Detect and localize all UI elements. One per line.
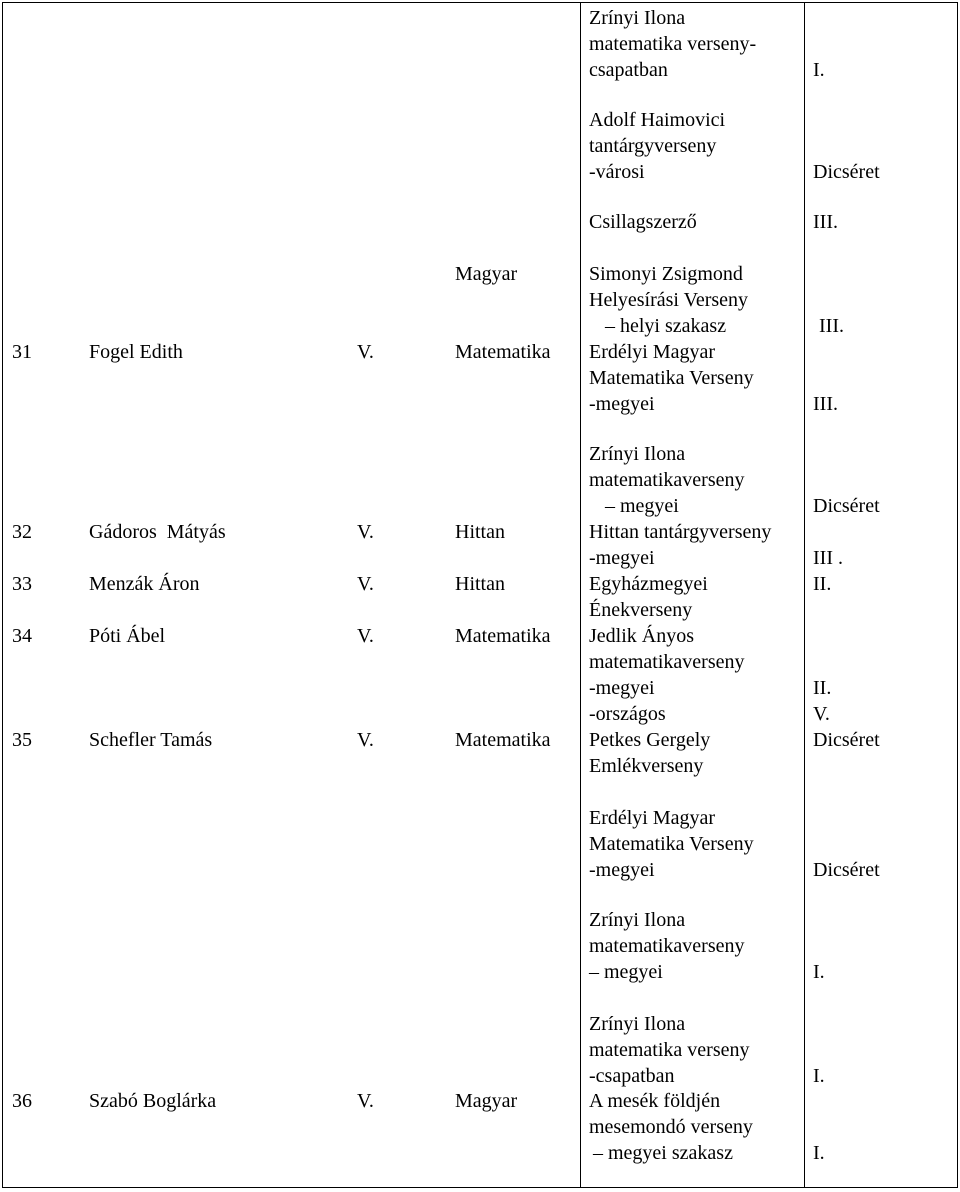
competition-line: -csapatban: [589, 1065, 675, 1087]
subject-cell: Hittan: [455, 573, 505, 595]
competition-line: matematikaverseny: [589, 935, 745, 957]
student-name: Fogel Edith: [89, 341, 183, 363]
competition-line: – megyei: [589, 961, 663, 983]
student-name: Póti Ábel: [89, 625, 166, 647]
competition-line: Énekverseny: [589, 599, 693, 621]
result-cell: V.: [813, 703, 830, 725]
row-number: 31: [12, 341, 32, 363]
competition-line: tantárgyverseny: [589, 135, 717, 157]
competition-line: Zrínyi Ilona: [589, 909, 686, 931]
result-cell: III.: [813, 211, 838, 233]
grade-cell: V.: [357, 1090, 374, 1112]
competition-line: Helyesírási Verseny: [589, 289, 749, 311]
subject-cell: Hittan: [455, 521, 505, 543]
row-number: 36: [12, 1090, 32, 1112]
competition-line: Emlékverseny: [589, 755, 704, 777]
result-cell: I.: [813, 961, 825, 983]
competition-line: Simonyi Zsigmond: [589, 263, 743, 285]
competition-line: Jedlik Ányos: [589, 625, 694, 647]
competition-line: – helyi szakasz: [605, 315, 727, 337]
competition-line: matematika verseny-: [589, 33, 757, 55]
competition-line: – megyei: [605, 495, 679, 517]
grade-cell: V.: [357, 341, 374, 363]
student-name: Menzák Áron: [89, 573, 200, 595]
competition-line: matematikaverseny: [589, 651, 745, 673]
result-cell: Dicséret: [813, 161, 880, 183]
competition-line: mesemondó verseny: [589, 1116, 753, 1138]
competition-line: Petkes Gergely: [589, 729, 711, 751]
competition-line: Zrínyi Ilona: [589, 443, 686, 465]
student-name: Schefler Tamás: [89, 729, 213, 751]
subject-cell: Magyar: [455, 1090, 518, 1112]
competition-line: Erdélyi Magyar: [589, 807, 716, 829]
result-cell: I.: [813, 59, 825, 81]
competition-line: – megyei szakasz: [593, 1142, 733, 1164]
row-number: 34: [12, 625, 32, 647]
result-cell: Dicséret: [813, 859, 880, 881]
column-divider: [580, 2, 581, 1188]
student-name: Szabó Boglárka: [89, 1090, 217, 1112]
subject-cell: Matematika: [455, 625, 551, 647]
result-cell: I.: [813, 1065, 825, 1087]
competition-line: Matematika Verseny: [589, 833, 754, 855]
competition-line: -megyei: [589, 393, 655, 415]
result-cell: II.: [813, 677, 832, 699]
row-number: 33: [12, 573, 32, 595]
result-cell: I.: [813, 1142, 825, 1164]
competition-line: Erdélyi Magyar: [589, 341, 716, 363]
competition-line: Adolf Haimovici: [589, 109, 726, 131]
competition-line: Zrínyi Ilona: [589, 1013, 686, 1035]
row-number: 35: [12, 729, 32, 751]
subject-cell: Matematika: [455, 729, 551, 751]
result-cell: III.: [819, 315, 844, 337]
grade-cell: V.: [357, 729, 374, 751]
competition-line: csapatban: [589, 59, 668, 81]
competition-line: Hittan tantárgyverseny: [589, 521, 772, 543]
result-cell: Dicséret: [813, 495, 880, 517]
competition-line: matematika verseny: [589, 1039, 750, 1061]
competition-line: Zrínyi Ilona: [589, 7, 686, 29]
row-number: 32: [12, 521, 32, 543]
competition-line: -megyei: [589, 859, 655, 881]
competition-line: Egyházmegyei: [589, 573, 708, 595]
result-cell: Dicséret: [813, 729, 880, 751]
competition-line: -megyei: [589, 677, 655, 699]
grade-cell: V.: [357, 573, 374, 595]
competition-line: Csillagszerző: [589, 211, 697, 233]
column-divider: [804, 2, 805, 1188]
subject-cell: Matematika: [455, 341, 551, 363]
grade-cell: V.: [357, 625, 374, 647]
result-cell: II.: [813, 573, 832, 595]
competition-line: Matematika Verseny: [589, 367, 754, 389]
subject-cell: Magyar: [455, 263, 518, 285]
competition-line: -megyei: [589, 547, 655, 569]
competition-line: A mesék földjén: [589, 1090, 721, 1112]
competition-line: -városi: [589, 161, 645, 183]
competition-line: matematikaverseny: [589, 469, 745, 491]
result-cell: III.: [813, 393, 838, 415]
competition-line: -országos: [589, 703, 666, 725]
result-cell: III .: [813, 547, 843, 569]
grade-cell: V.: [357, 521, 374, 543]
student-name: Gádoros Mátyás: [89, 521, 226, 543]
